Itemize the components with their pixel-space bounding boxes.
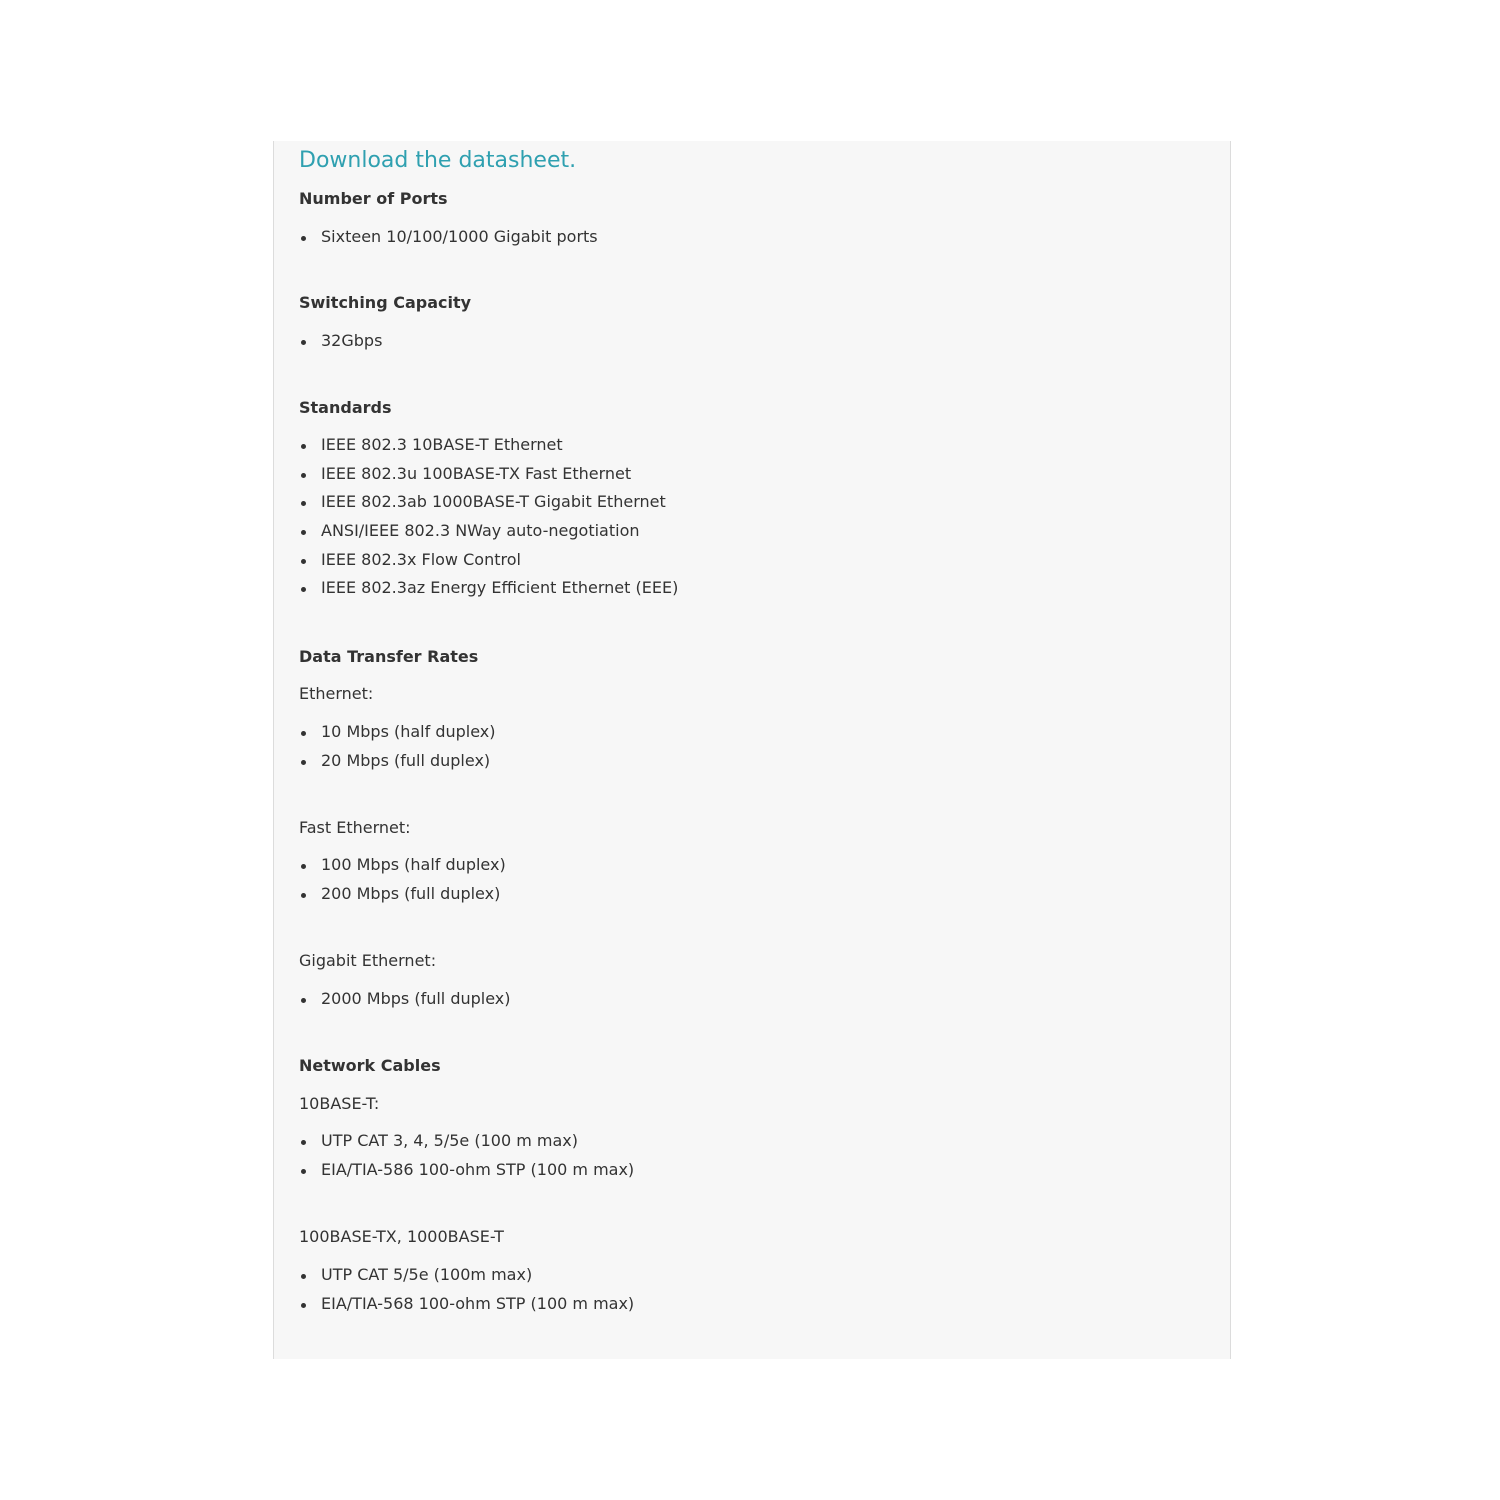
bullet-icon (301, 473, 306, 478)
bullet-icon (301, 731, 306, 736)
list-item: 10 Mbps (half duplex) (299, 721, 496, 750)
ethernet-label-wrap (299, 683, 373, 705)
list-item: IEEE 802.3ab 1000BASE-T Gigabit Ethernet (299, 491, 678, 520)
list-item: 20 Mbps (full duplex) (299, 750, 496, 779)
bullet-icon (301, 340, 306, 345)
list-item: UTP CAT 5/5e (100m max) (299, 1264, 634, 1293)
base-tx-list-wrap (299, 1264, 634, 1321)
bullet-icon (301, 864, 306, 869)
ports-section (299, 188, 448, 210)
standards-section (299, 397, 391, 419)
bullet-icon (301, 1303, 306, 1308)
ethernet-label: Ethernet: (299, 684, 374, 703)
list-item: 2000 Mbps (full duplex) (299, 988, 511, 1017)
bullet-icon (301, 998, 306, 1003)
base-t-label: 10BASE-T: (299, 1094, 380, 1113)
switching-list-wrap (299, 330, 382, 359)
list-item: EIA/TIA-568 100-ohm STP (100 m max) (299, 1293, 634, 1322)
list-item: EIA/TIA-586 100-ohm STP (100 m max) (299, 1159, 634, 1188)
standards-list (299, 434, 678, 606)
list-item: IEEE 802.3u 100BASE-TX Fast Ethernet (299, 463, 678, 492)
bullet-icon (301, 559, 306, 564)
list-item: 200 Mbps (full duplex) (299, 883, 506, 912)
base-tx-label: 100BASE-TX, 1000BASE-T (299, 1227, 504, 1246)
section-title-rates: Data Transfer Rates (299, 647, 479, 666)
gigabit-ethernet-label-wrap (299, 950, 436, 972)
cables-section (299, 1055, 441, 1077)
base-tx-label-wrap (299, 1226, 504, 1248)
bullet-icon (301, 893, 306, 898)
ports-list (299, 226, 598, 255)
list-item: ANSI/IEEE 802.3 NWay auto-negotiation (299, 520, 678, 549)
fast-ethernet-label: Fast Ethernet: (299, 818, 411, 837)
datasheet-panel (273, 141, 1231, 1359)
bullet-icon (301, 444, 306, 449)
bullet-icon (301, 236, 306, 241)
switching-list (299, 330, 382, 359)
list-item: Sixteen 10/100/1000 Gigabit ports (299, 226, 598, 255)
bullet-icon (301, 1140, 306, 1145)
list-item: IEEE 802.3 10BASE-T Ethernet (299, 434, 678, 463)
bullet-icon (301, 1169, 306, 1174)
switching-section (299, 292, 471, 314)
ports-list-wrap (299, 226, 598, 255)
base-t-label-wrap (299, 1093, 379, 1115)
list-item: UTP CAT 3, 4, 5/5e (100 m max) (299, 1130, 634, 1159)
download-datasheet-link[interactable]: Download the datasheet. (299, 148, 577, 173)
fast-ethernet-list (299, 854, 506, 911)
section-title-standards: Standards (299, 398, 392, 417)
bullet-icon (301, 1274, 306, 1279)
ethernet-list-wrap (299, 721, 496, 778)
bullet-icon (301, 587, 306, 592)
gigabit-ethernet-list-wrap (299, 988, 511, 1017)
standards-list-wrap (299, 434, 678, 606)
list-item: IEEE 802.3az Energy Efficient Ethernet (EEE) (299, 577, 678, 606)
base-t-list (299, 1130, 634, 1187)
fast-ethernet-list-wrap (299, 854, 506, 911)
section-title-ports: Number of Ports (299, 189, 448, 208)
fast-ethernet-label-wrap (299, 817, 411, 839)
base-tx-list (299, 1264, 634, 1321)
list-item: IEEE 802.3x Flow Control (299, 549, 678, 578)
section-title-switching: Switching Capacity (299, 293, 472, 312)
ethernet-list (299, 721, 496, 778)
rates-section (299, 646, 478, 668)
bullet-icon (301, 760, 306, 765)
bullet-icon (301, 530, 306, 535)
base-t-list-wrap (299, 1130, 634, 1187)
list-item: 32Gbps (299, 330, 382, 359)
section-title-cables: Network Cables (299, 1056, 441, 1075)
list-item: 100 Mbps (half duplex) (299, 854, 506, 883)
gigabit-ethernet-label: Gigabit Ethernet: (299, 951, 437, 970)
gigabit-ethernet-list (299, 988, 511, 1017)
bullet-icon (301, 501, 306, 506)
